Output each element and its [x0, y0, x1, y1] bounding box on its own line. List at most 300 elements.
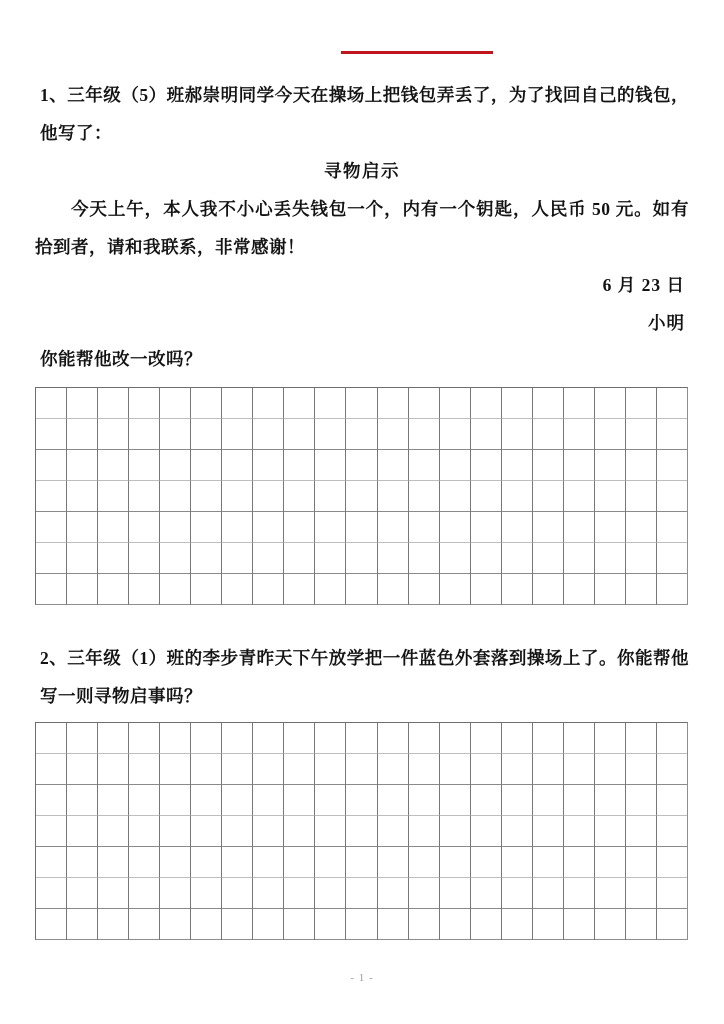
grid-cell[interactable] — [378, 847, 409, 878]
grid-cell[interactable] — [657, 388, 687, 419]
grid-cell[interactable] — [657, 543, 687, 574]
grid-cell[interactable] — [160, 816, 191, 847]
grid-cell[interactable] — [315, 909, 346, 940]
grid-cell[interactable] — [595, 723, 626, 754]
grid-cell[interactable] — [222, 419, 253, 450]
grid-cell[interactable] — [502, 450, 533, 481]
grid-cell[interactable] — [440, 481, 471, 512]
grid-cell[interactable] — [626, 909, 657, 940]
grid-row[interactable] — [36, 512, 687, 543]
grid-cell[interactable] — [129, 543, 160, 574]
grid-cell[interactable] — [378, 909, 409, 940]
grid-cell[interactable] — [595, 785, 626, 816]
grid-cell[interactable] — [626, 543, 657, 574]
grid-cell[interactable] — [160, 388, 191, 419]
grid-cell[interactable] — [657, 512, 687, 543]
grid-cell[interactable] — [129, 388, 160, 419]
grid-cell[interactable] — [315, 419, 346, 450]
grid-cell[interactable] — [409, 419, 440, 450]
grid-cell[interactable] — [626, 419, 657, 450]
grid-cell[interactable] — [502, 543, 533, 574]
grid-cell[interactable] — [626, 816, 657, 847]
grid-cell[interactable] — [222, 754, 253, 785]
grid-cell[interactable] — [502, 909, 533, 940]
grid-cell[interactable] — [253, 543, 284, 574]
grid-cell[interactable] — [284, 388, 315, 419]
grid-cell[interactable] — [222, 512, 253, 543]
grid-cell[interactable] — [564, 481, 595, 512]
grid-cell[interactable] — [284, 481, 315, 512]
grid-cell[interactable] — [440, 419, 471, 450]
grid-cell[interactable] — [564, 543, 595, 574]
grid-cell[interactable] — [253, 785, 284, 816]
grid-cell[interactable] — [626, 450, 657, 481]
grid-cell[interactable] — [222, 878, 253, 909]
grid-row[interactable] — [36, 543, 687, 574]
grid-cell[interactable] — [129, 574, 160, 605]
grid-cell[interactable] — [409, 785, 440, 816]
grid-cell[interactable] — [191, 909, 222, 940]
grid-cell[interactable] — [315, 785, 346, 816]
grid-cell[interactable] — [440, 723, 471, 754]
grid-cell[interactable] — [160, 785, 191, 816]
grid-cell[interactable] — [346, 754, 377, 785]
grid-cell[interactable] — [67, 388, 98, 419]
grid-cell[interactable] — [67, 723, 98, 754]
grid-cell[interactable] — [595, 816, 626, 847]
grid-cell[interactable] — [98, 909, 129, 940]
answer-grid-1[interactable] — [35, 387, 688, 605]
grid-cell[interactable] — [564, 388, 595, 419]
grid-cell[interactable] — [160, 543, 191, 574]
grid-cell[interactable] — [657, 909, 687, 940]
grid-cell[interactable] — [315, 878, 346, 909]
grid-cell[interactable] — [129, 481, 160, 512]
grid-cell[interactable] — [253, 816, 284, 847]
grid-cell[interactable] — [502, 785, 533, 816]
grid-cell[interactable] — [440, 878, 471, 909]
grid-cell[interactable] — [595, 543, 626, 574]
grid-cell[interactable] — [471, 785, 502, 816]
grid-cell[interactable] — [315, 388, 346, 419]
grid-cell[interactable] — [222, 909, 253, 940]
grid-cell[interactable] — [378, 388, 409, 419]
grid-cell[interactable] — [160, 419, 191, 450]
grid-cell[interactable] — [657, 785, 687, 816]
grid-cell[interactable] — [502, 481, 533, 512]
grid-cell[interactable] — [67, 574, 98, 605]
grid-cell[interactable] — [160, 847, 191, 878]
grid-cell[interactable] — [409, 847, 440, 878]
grid-row[interactable] — [36, 419, 687, 450]
grid-cell[interactable] — [315, 847, 346, 878]
grid-cell[interactable] — [98, 754, 129, 785]
grid-cell[interactable] — [129, 450, 160, 481]
grid-cell[interactable] — [564, 574, 595, 605]
answer-grid-2[interactable] — [35, 722, 688, 940]
grid-cell[interactable] — [471, 419, 502, 450]
grid-cell[interactable] — [346, 481, 377, 512]
grid-cell[interactable] — [346, 512, 377, 543]
grid-cell[interactable] — [502, 847, 533, 878]
grid-cell[interactable] — [502, 574, 533, 605]
grid-cell[interactable] — [253, 512, 284, 543]
grid-cell[interactable] — [533, 754, 564, 785]
grid-cell[interactable] — [378, 574, 409, 605]
grid-cell[interactable] — [98, 574, 129, 605]
grid-cell[interactable] — [533, 878, 564, 909]
grid-cell[interactable] — [67, 419, 98, 450]
grid-cell[interactable] — [409, 878, 440, 909]
grid-cell[interactable] — [36, 419, 67, 450]
grid-cell[interactable] — [378, 754, 409, 785]
grid-cell[interactable] — [36, 723, 67, 754]
grid-cell[interactable] — [626, 388, 657, 419]
grid-cell[interactable] — [129, 419, 160, 450]
grid-cell[interactable] — [626, 723, 657, 754]
grid-cell[interactable] — [253, 723, 284, 754]
grid-cell[interactable] — [409, 388, 440, 419]
grid-cell[interactable] — [191, 419, 222, 450]
grid-cell[interactable] — [626, 847, 657, 878]
grid-cell[interactable] — [315, 754, 346, 785]
grid-cell[interactable] — [471, 450, 502, 481]
grid-cell[interactable] — [378, 785, 409, 816]
grid-cell[interactable] — [160, 754, 191, 785]
grid-cell[interactable] — [564, 878, 595, 909]
grid-cell[interactable] — [346, 574, 377, 605]
grid-cell[interactable] — [222, 481, 253, 512]
grid-cell[interactable] — [129, 754, 160, 785]
grid-cell[interactable] — [657, 419, 687, 450]
grid-cell[interactable] — [409, 450, 440, 481]
grid-cell[interactable] — [253, 450, 284, 481]
grid-cell[interactable] — [129, 847, 160, 878]
grid-cell[interactable] — [222, 723, 253, 754]
grid-cell[interactable] — [36, 543, 67, 574]
grid-cell[interactable] — [595, 909, 626, 940]
grid-cell[interactable] — [626, 512, 657, 543]
grid-cell[interactable] — [502, 878, 533, 909]
grid-cell[interactable] — [564, 847, 595, 878]
grid-cell[interactable] — [533, 723, 564, 754]
grid-cell[interactable] — [315, 512, 346, 543]
grid-cell[interactable] — [36, 878, 67, 909]
grid-cell[interactable] — [440, 816, 471, 847]
grid-cell[interactable] — [595, 754, 626, 785]
grid-cell[interactable] — [67, 512, 98, 543]
grid-cell[interactable] — [191, 785, 222, 816]
grid-cell[interactable] — [440, 785, 471, 816]
grid-cell[interactable] — [626, 481, 657, 512]
grid-cell[interactable] — [191, 388, 222, 419]
grid-cell[interactable] — [378, 481, 409, 512]
grid-cell[interactable] — [626, 754, 657, 785]
grid-cell[interactable] — [595, 388, 626, 419]
grid-cell[interactable] — [160, 450, 191, 481]
grid-cell[interactable] — [471, 754, 502, 785]
grid-cell[interactable] — [315, 816, 346, 847]
grid-cell[interactable] — [315, 574, 346, 605]
grid-cell[interactable] — [253, 754, 284, 785]
grid-cell[interactable] — [98, 785, 129, 816]
grid-row[interactable] — [36, 723, 687, 754]
grid-cell[interactable] — [129, 512, 160, 543]
grid-cell[interactable] — [533, 816, 564, 847]
grid-cell[interactable] — [222, 816, 253, 847]
grid-cell[interactable] — [533, 847, 564, 878]
grid-cell[interactable] — [595, 574, 626, 605]
grid-cell[interactable] — [409, 723, 440, 754]
grid-cell[interactable] — [346, 785, 377, 816]
grid-cell[interactable] — [471, 481, 502, 512]
grid-cell[interactable] — [346, 450, 377, 481]
grid-cell[interactable] — [191, 543, 222, 574]
grid-cell[interactable] — [129, 816, 160, 847]
grid-cell[interactable] — [533, 481, 564, 512]
grid-cell[interactable] — [378, 723, 409, 754]
grid-cell[interactable] — [502, 816, 533, 847]
grid-cell[interactable] — [253, 909, 284, 940]
grid-cell[interactable] — [191, 450, 222, 481]
grid-cell[interactable] — [471, 909, 502, 940]
grid-cell[interactable] — [657, 723, 687, 754]
grid-cell[interactable] — [471, 512, 502, 543]
grid-cell[interactable] — [36, 909, 67, 940]
grid-cell[interactable] — [440, 754, 471, 785]
grid-cell[interactable] — [378, 512, 409, 543]
grid-cell[interactable] — [191, 847, 222, 878]
grid-cell[interactable] — [284, 723, 315, 754]
grid-cell[interactable] — [160, 512, 191, 543]
grid-row[interactable] — [36, 481, 687, 512]
grid-cell[interactable] — [346, 909, 377, 940]
grid-cell[interactable] — [36, 847, 67, 878]
grid-cell[interactable] — [284, 543, 315, 574]
grid-cell[interactable] — [222, 785, 253, 816]
grid-cell[interactable] — [129, 785, 160, 816]
grid-cell[interactable] — [409, 816, 440, 847]
grid-cell[interactable] — [533, 450, 564, 481]
grid-cell[interactable] — [129, 909, 160, 940]
grid-cell[interactable] — [378, 878, 409, 909]
grid-cell[interactable] — [36, 450, 67, 481]
grid-cell[interactable] — [284, 419, 315, 450]
grid-cell[interactable] — [471, 878, 502, 909]
grid-cell[interactable] — [222, 574, 253, 605]
grid-cell[interactable] — [98, 450, 129, 481]
grid-cell[interactable] — [284, 574, 315, 605]
grid-cell[interactable] — [502, 512, 533, 543]
grid-cell[interactable] — [564, 419, 595, 450]
grid-cell[interactable] — [471, 388, 502, 419]
grid-cell[interactable] — [67, 481, 98, 512]
grid-row[interactable] — [36, 754, 687, 785]
grid-cell[interactable] — [67, 816, 98, 847]
grid-cell[interactable] — [129, 878, 160, 909]
grid-cell[interactable] — [98, 512, 129, 543]
grid-cell[interactable] — [191, 878, 222, 909]
grid-cell[interactable] — [253, 847, 284, 878]
grid-row[interactable] — [36, 785, 687, 816]
grid-cell[interactable] — [98, 723, 129, 754]
grid-cell[interactable] — [160, 574, 191, 605]
grid-cell[interactable] — [471, 543, 502, 574]
grid-cell[interactable] — [657, 574, 687, 605]
grid-cell[interactable] — [67, 878, 98, 909]
grid-cell[interactable] — [98, 388, 129, 419]
grid-cell[interactable] — [440, 388, 471, 419]
grid-cell[interactable] — [315, 723, 346, 754]
grid-cell[interactable] — [222, 388, 253, 419]
grid-row[interactable] — [36, 388, 687, 419]
grid-cell[interactable] — [595, 450, 626, 481]
grid-cell[interactable] — [533, 388, 564, 419]
grid-cell[interactable] — [98, 847, 129, 878]
grid-cell[interactable] — [440, 574, 471, 605]
grid-cell[interactable] — [626, 785, 657, 816]
grid-cell[interactable] — [253, 878, 284, 909]
grid-cell[interactable] — [315, 450, 346, 481]
grid-cell[interactable] — [98, 878, 129, 909]
grid-cell[interactable] — [346, 878, 377, 909]
grid-cell[interactable] — [191, 723, 222, 754]
grid-cell[interactable] — [315, 543, 346, 574]
grid-cell[interactable] — [253, 481, 284, 512]
grid-cell[interactable] — [284, 909, 315, 940]
grid-cell[interactable] — [36, 388, 67, 419]
grid-cell[interactable] — [440, 909, 471, 940]
grid-cell[interactable] — [657, 847, 687, 878]
grid-cell[interactable] — [253, 419, 284, 450]
grid-cell[interactable] — [315, 481, 346, 512]
grid-cell[interactable] — [36, 481, 67, 512]
grid-cell[interactable] — [564, 785, 595, 816]
grid-cell[interactable] — [98, 419, 129, 450]
grid-cell[interactable] — [284, 754, 315, 785]
grid-cell[interactable] — [36, 816, 67, 847]
grid-cell[interactable] — [657, 754, 687, 785]
grid-cell[interactable] — [191, 816, 222, 847]
grid-cell[interactable] — [409, 909, 440, 940]
grid-row[interactable] — [36, 450, 687, 481]
grid-cell[interactable] — [346, 847, 377, 878]
grid-cell[interactable] — [160, 909, 191, 940]
grid-cell[interactable] — [626, 878, 657, 909]
grid-cell[interactable] — [346, 543, 377, 574]
grid-cell[interactable] — [471, 847, 502, 878]
grid-cell[interactable] — [564, 512, 595, 543]
grid-cell[interactable] — [595, 847, 626, 878]
grid-cell[interactable] — [595, 512, 626, 543]
grid-cell[interactable] — [191, 512, 222, 543]
grid-cell[interactable] — [284, 450, 315, 481]
grid-cell[interactable] — [222, 847, 253, 878]
grid-cell[interactable] — [191, 754, 222, 785]
grid-cell[interactable] — [440, 847, 471, 878]
grid-cell[interactable] — [98, 543, 129, 574]
grid-cell[interactable] — [471, 816, 502, 847]
grid-cell[interactable] — [160, 481, 191, 512]
grid-cell[interactable] — [284, 816, 315, 847]
grid-cell[interactable] — [284, 847, 315, 878]
grid-cell[interactable] — [378, 816, 409, 847]
grid-cell[interactable] — [533, 909, 564, 940]
grid-cell[interactable] — [253, 388, 284, 419]
grid-cell[interactable] — [36, 754, 67, 785]
grid-cell[interactable] — [191, 481, 222, 512]
grid-cell[interactable] — [409, 512, 440, 543]
grid-cell[interactable] — [533, 785, 564, 816]
grid-cell[interactable] — [378, 419, 409, 450]
grid-cell[interactable] — [533, 419, 564, 450]
grid-cell[interactable] — [346, 419, 377, 450]
grid-cell[interactable] — [502, 388, 533, 419]
grid-cell[interactable] — [595, 878, 626, 909]
grid-cell[interactable] — [502, 723, 533, 754]
grid-cell[interactable] — [564, 450, 595, 481]
grid-cell[interactable] — [471, 723, 502, 754]
grid-cell[interactable] — [409, 574, 440, 605]
grid-cell[interactable] — [191, 574, 222, 605]
grid-row[interactable] — [36, 847, 687, 878]
grid-cell[interactable] — [440, 450, 471, 481]
grid-cell[interactable] — [98, 481, 129, 512]
grid-row[interactable] — [36, 574, 687, 605]
grid-cell[interactable] — [67, 450, 98, 481]
grid-cell[interactable] — [409, 754, 440, 785]
grid-cell[interactable] — [502, 754, 533, 785]
grid-cell[interactable] — [378, 450, 409, 481]
grid-row[interactable] — [36, 816, 687, 847]
grid-cell[interactable] — [67, 847, 98, 878]
grid-cell[interactable] — [657, 481, 687, 512]
grid-cell[interactable] — [502, 419, 533, 450]
grid-cell[interactable] — [222, 450, 253, 481]
grid-cell[interactable] — [657, 878, 687, 909]
grid-cell[interactable] — [253, 574, 284, 605]
grid-cell[interactable] — [222, 543, 253, 574]
grid-cell[interactable] — [284, 785, 315, 816]
grid-cell[interactable] — [595, 481, 626, 512]
grid-cell[interactable] — [67, 909, 98, 940]
grid-cell[interactable] — [533, 543, 564, 574]
grid-cell[interactable] — [564, 909, 595, 940]
grid-cell[interactable] — [346, 388, 377, 419]
grid-cell[interactable] — [378, 543, 409, 574]
grid-cell[interactable] — [284, 512, 315, 543]
grid-cell[interactable] — [160, 878, 191, 909]
grid-cell[interactable] — [284, 878, 315, 909]
grid-cell[interactable] — [440, 512, 471, 543]
grid-cell[interactable] — [36, 512, 67, 543]
grid-cell[interactable] — [533, 574, 564, 605]
grid-cell[interactable] — [440, 543, 471, 574]
grid-cell[interactable] — [36, 574, 67, 605]
grid-cell[interactable] — [657, 450, 687, 481]
grid-cell[interactable] — [67, 543, 98, 574]
grid-row[interactable] — [36, 909, 687, 940]
grid-cell[interactable] — [346, 816, 377, 847]
grid-cell[interactable] — [160, 723, 191, 754]
grid-row[interactable] — [36, 878, 687, 909]
grid-cell[interactable] — [626, 574, 657, 605]
grid-cell[interactable] — [98, 816, 129, 847]
grid-cell[interactable] — [564, 723, 595, 754]
grid-cell[interactable] — [409, 481, 440, 512]
grid-cell[interactable] — [657, 816, 687, 847]
grid-cell[interactable] — [409, 543, 440, 574]
